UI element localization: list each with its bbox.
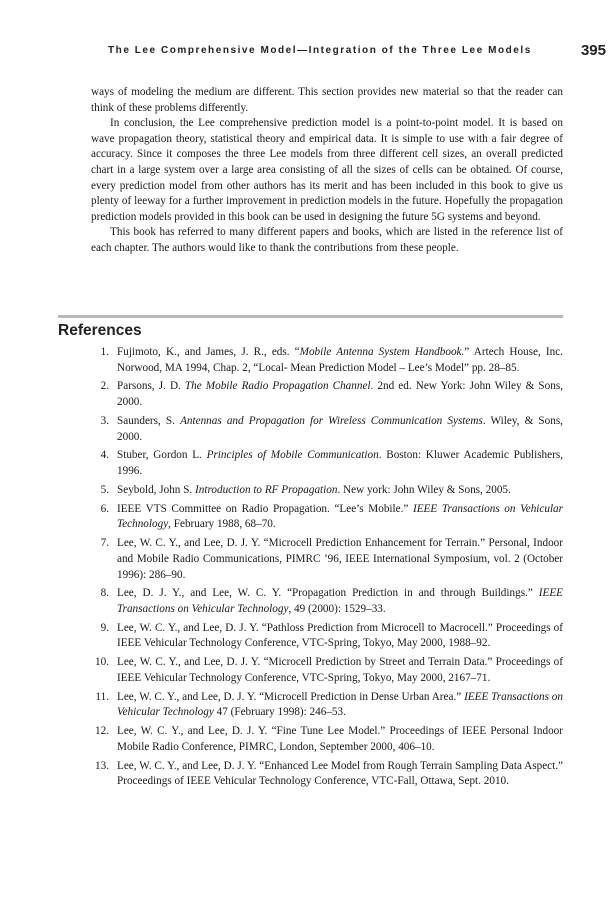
reference-number: 6.	[100, 502, 109, 515]
paragraph: ways of modeling the medium are different. This section provides new material so that the reader can think of these problems differently.	[91, 86, 563, 114]
page-number: 395	[580, 42, 606, 59]
reference-item	[91, 379, 563, 410]
reference-number: 7.	[100, 537, 109, 550]
reference-text: Lee, D. J. Y., and Lee, W. C. Y. “Propagation Prediction in and through Buildings.”	[117, 587, 539, 600]
reference-item	[91, 502, 563, 533]
reference-text: , 49 (2000): 1529–33.	[288, 602, 386, 615]
reference-text: Parsons, J. D.	[117, 380, 185, 393]
reference-text: IEEE VTS Committee on Radio Propagation. “Lee’s Mobile.”	[117, 502, 413, 515]
reference-number: 13.	[95, 759, 109, 772]
reference-item	[91, 414, 563, 445]
reference-title: IEEE Transactions on Vehicular Technology	[117, 587, 563, 615]
section-divider	[58, 315, 563, 318]
reference-number: 10.	[95, 656, 109, 669]
paragraph: This book has referred to many different papers and books, which are listed in the reference list of each chapter. The authors would like to thank the contributions from these people.	[91, 226, 563, 254]
reference-title: The Mobile Radio Propagation Channel	[184, 380, 371, 393]
reference-text: . Wiley, & Sons, 2000.	[117, 414, 563, 443]
reference-title: Mobile Antenna System Handbook.	[299, 346, 465, 358]
reference-item	[91, 483, 563, 499]
reference-text: . New york: John Wiley & Sons, 2005.	[337, 483, 511, 496]
reference-text: Lee, W. C. Y., and Lee, D. J. Y. “Pathloss Prediction from Microcell to Macrocell.” Proceedings of IEEE Vehicular Technology Conference, VTC-Spring, Tokyo, May 2000, 1988–92.	[117, 621, 563, 650]
reference-item	[91, 724, 563, 755]
reference-item	[91, 345, 563, 376]
reference-number: 3.	[100, 414, 109, 427]
reference-number: 2.	[100, 380, 109, 393]
reference-text: Stuber, Gordon L.	[117, 449, 207, 462]
reference-number: 9.	[100, 621, 109, 634]
reference-text: . 2nd ed. New York: John Wiley & Sons, 2000.	[117, 380, 563, 409]
reference-number: 5.	[100, 483, 109, 496]
reference-text: Lee, W. C. Y., and Lee, D. J. Y. “Microcell Prediction in Dense Urban Area.”	[117, 690, 465, 703]
reference-number: 11.	[95, 690, 109, 703]
reference-item	[91, 586, 563, 617]
reference-text: , February 1988, 68–70.	[168, 518, 276, 531]
reference-title: Introduction to RF Propagation	[195, 483, 338, 496]
body-text	[91, 85, 563, 257]
reference-text: ” Artech House, Inc. Norwood, MA 1994, Chap. 2, “Local- Mean Prediction Model – Lee’s Model” pp. 28–85.	[117, 346, 563, 374]
reference-item	[91, 621, 563, 652]
reference-text: Fujimoto, K., and James, J. R., eds. “	[117, 346, 300, 358]
reference-number: 12.	[95, 725, 109, 738]
reference-number: 4.	[100, 449, 109, 462]
references-heading: References	[58, 322, 142, 339]
reference-text: Seybold, John S.	[117, 483, 196, 496]
reference-number: 8.	[100, 587, 109, 600]
reference-text: Lee, W. C. Y., and Lee, D. J. Y. “Fine Tune Lee Model.” Proceedings of IEEE Personal Indoor Mobile Radio Conference, PIMRC, London, September 2000, 406–10.	[117, 725, 563, 753]
reference-text: Lee, W. C. Y., and Lee, D. J. Y. “Microcell Prediction by Street and Terrain Data.” Proceedings of IEEE Vehicular Technology Conference, VTC-Spring, Tokyo, May 2000, 2167–71.	[117, 656, 563, 684]
reference-list	[91, 345, 563, 793]
reference-text: . Boston: Kluwer Academic Publishers, 1996.	[117, 449, 563, 478]
reference-text: Saunders, S.	[117, 414, 181, 427]
reference-item	[91, 655, 563, 686]
reference-title: Antennas and Propagation for Wireless Communication Systems	[180, 414, 483, 427]
reference-title: IEEE Transactions on Vehicular Technology	[117, 502, 564, 531]
reference-text: 47 (February 1998): 246–53.	[213, 706, 346, 719]
reference-number: 1.	[100, 346, 109, 358]
reference-item	[91, 759, 563, 790]
reference-item	[91, 690, 563, 721]
running-head-title: The Lee Comprehensive Model—Integration of the Three Lee Models	[108, 45, 532, 56]
reference-title: IEEE Transactions on Vehicular Technology	[117, 690, 563, 719]
reference-title: Principles of Mobile Communication	[206, 449, 379, 462]
paragraph: In conclusion, the Lee comprehensive prediction model is a point-to-point model. It is based on wave propagation theory, statistical theory and empirical data. It is simple to use with a fair degree of accuracy. Since it composes the three Lee models from three different cell sizes, an overall predicted chart in a large system over a large area consisting of all the sizes of cells can be obtained. Of course, every prediction model from other authors has its merit and has been included in this book to give us plenty of leeway for a further improvement in prediction models in the future. Hopefully the propagation prediction models provided in this book can be used in designing the future 5G systems and beyond.	[91, 117, 563, 223]
reference-text: Lee, W. C. Y., and Lee, D. J. Y. “Microcell Prediction Enhancement for Terrain.” Personal, Indoor and Mobile Radio Communications, PIMRC ’96, IEEE International Symposium, vol. 2 (October 1996): 286–90.	[117, 537, 563, 581]
reference-item	[91, 536, 563, 583]
reference-item	[91, 448, 563, 479]
reference-text: Lee, W. C. Y., and Lee, D. J. Y. “Enhanced Lee Model from Rough Terrain Sampling Data Aspect.” Proceedings of IEEE Vehicular Technology Conference, VTC-Fall, Ottawa, Sept. 2010.	[117, 759, 563, 788]
